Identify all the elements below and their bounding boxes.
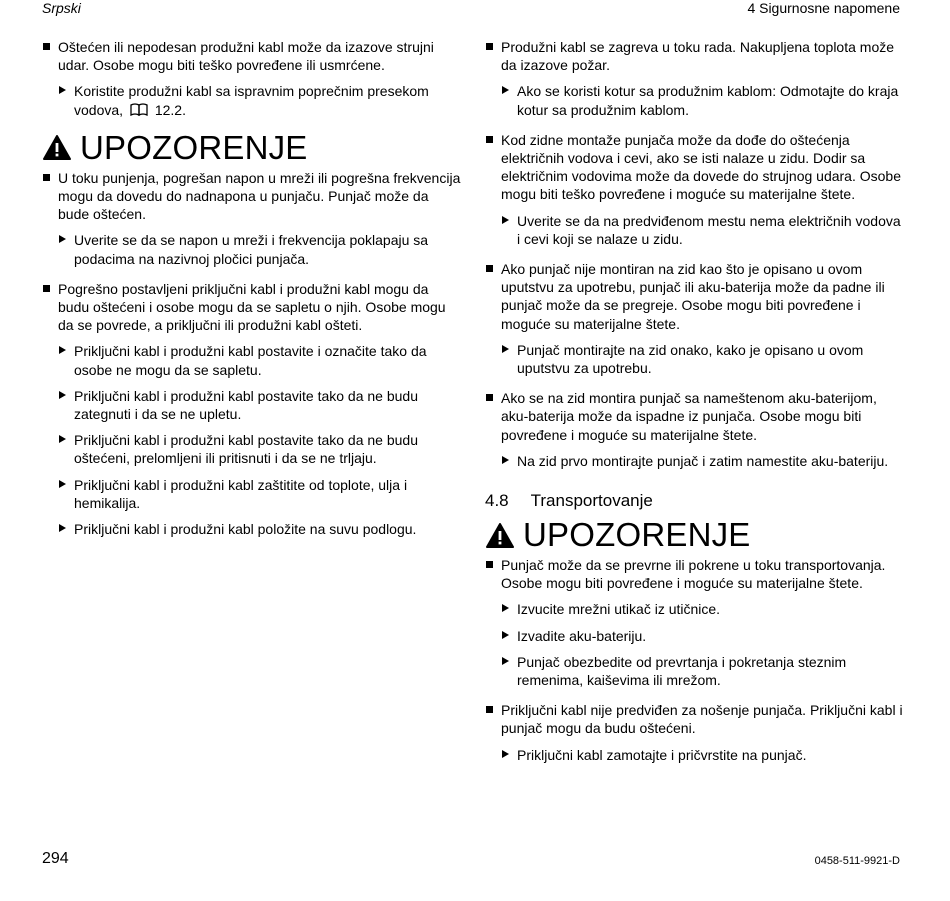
warning-triangle-icon	[485, 522, 515, 549]
instruction-step	[485, 212, 905, 248]
step-text: Priključni kabl zamotajte i pričvrstite na punjač.	[517, 746, 807, 763]
step-text: Uverite se da na predviđenom mestu nema električnih vodova i cevi koji se nalaze u zidu.	[517, 212, 901, 247]
step-text: Priključni kabl i produžni kabl položite na suvu podlogu.	[74, 521, 417, 538]
list-item	[42, 280, 462, 335]
instruction-step	[485, 341, 905, 377]
instruction-step	[485, 746, 905, 764]
book-icon	[130, 103, 148, 121]
instruction-step	[485, 653, 905, 689]
document-code: 0458-511-9921-D	[814, 855, 900, 867]
instruction-step	[42, 82, 462, 120]
step-text: Priključni kabl i produžni kabl zaštitite od toplote, ulja i hemikalija.	[74, 476, 408, 511]
left-column	[42, 38, 462, 546]
step-text: Punjač montirajte na zid onako, kako je opisano u ovom uputstvu za upotrebu.	[517, 341, 864, 377]
page-number: 294	[42, 850, 69, 867]
item-text: Priključni kabl nije predviđen za nošenje punjača. Priključni kabl i punjač mogu da budu oštećeni.	[501, 702, 903, 737]
warning-label: UPOZORENJE	[523, 516, 751, 554]
instruction-step	[485, 627, 905, 645]
step-text: Na zid prvo montirajte punjač i zatim namestite aku-bateriju.	[517, 452, 889, 469]
instruction-step	[485, 600, 905, 618]
list-item	[485, 131, 905, 204]
item-text: Kod zidne montaže punjača može da dođe do oštećenja električnih vodova i cevi, ako se isti nalaze u zidu. Dodir sa električnim vodovima može da dovede do strujnog udara. Osobe mogu biti teško povređene i moguće su materijalne štete.	[501, 131, 901, 203]
step-text: Ako se koristi kotur sa produžnim kablom: Odmotajte do kraja kotur sa produžnim kablom.	[517, 83, 899, 118]
header-language: Srpski	[42, 0, 81, 16]
warning-heading	[42, 128, 462, 166]
item-text: Produžni kabl se zagreva u toku rada. Nakupljena toplota može da izazove požar.	[501, 39, 895, 74]
instruction-step	[42, 342, 462, 378]
section-title: Transportovanje	[530, 491, 653, 511]
warning-triangle-icon	[42, 134, 72, 161]
reference-text: 12.2.	[154, 101, 186, 118]
instruction-step	[485, 82, 905, 118]
instruction-step	[42, 476, 462, 512]
item-text: U toku punjenja, pogrešan napon u mreži ili pogrešna frekvencija mogu da dovedu do nadnapona u punjaču. Punjač može da bude oštećen.	[58, 169, 461, 223]
item-text: Ako punjač nije montiran na zid kao što je opisano u ovom uputstvu za upotrebu, punjač ili aku-baterija može da padne ili punjač može da se pregreje. Osobe mogu biti povređene i moguće su materijalne štete.	[501, 261, 885, 332]
list-item	[485, 701, 905, 737]
list-item	[485, 260, 905, 333]
step-text: Izvucite mrežni utikač iz utičnice.	[517, 601, 721, 618]
right-column	[485, 38, 905, 772]
list-item	[42, 38, 462, 74]
instruction-step	[485, 452, 905, 470]
list-item	[485, 389, 905, 444]
step-text: Koristite produžni kabl sa ispravnim poprečnim presekom vodova,	[74, 83, 429, 118]
item-text: Ako se na zid montira punjač sa nameštenom aku-baterijom, aku-baterija može da ispadne iz punjača. Osobe mogu biti povređene i moguće su materijalne štete.	[501, 390, 877, 443]
step-text: Uverite se da se napon u mreži i frekvencija poklapaju sa podacima na nazivnoj pločici punjača.	[74, 232, 429, 267]
item-text: Pogrešno postavljeni priključni kabl i produžni kabl mogu da budu oštećeni i osobe mogu da se sapletu o njih. Osobe mogu da se povrede, a priključni ili produžni kabl ošteti.	[58, 280, 446, 334]
item-text: Punjač može da se prevrne ili pokrene u toku transportovanja. Osobe mogu biti povređene i moguće su materijalne štete.	[501, 557, 886, 592]
item-text: Oštećen ili nepodesan produžni kabl može da izazove strujni udar. Osobe mogu biti teško povređene ili usmrćene.	[58, 39, 434, 74]
section-number: 4.8	[485, 491, 509, 511]
step-text: Izvadite aku-bateriju.	[517, 627, 647, 644]
instruction-step	[42, 231, 462, 267]
section-heading	[485, 490, 905, 512]
instruction-step	[42, 387, 462, 423]
list-item	[485, 38, 905, 74]
warning-heading	[485, 518, 905, 552]
list-item	[42, 169, 462, 224]
step-text: Priključni kabl i produžni kabl postavite tako da ne budu zategnuti i da se ne upletu.	[74, 387, 418, 423]
step-text: Priključni kabl i produžni kabl postavite i označite tako da osobe ne mogu da se sapletu.	[74, 343, 427, 378]
list-item	[485, 556, 905, 592]
instruction-step	[42, 431, 462, 467]
instruction-step	[42, 520, 462, 538]
step-text: Punjač obezbedite od prevrtanja i pokretanja steznim remenima, kaiševima ili mrežom.	[517, 653, 847, 689]
step-text: Priključni kabl i produžni kabl postavite tako da ne budu oštećeni, prelomljeni ili pritisnuti i da se ne trljaju.	[74, 432, 418, 467]
header-chapter: 4 Sigurnosne napomene	[747, 0, 900, 16]
warning-label: UPOZORENJE	[80, 128, 308, 166]
